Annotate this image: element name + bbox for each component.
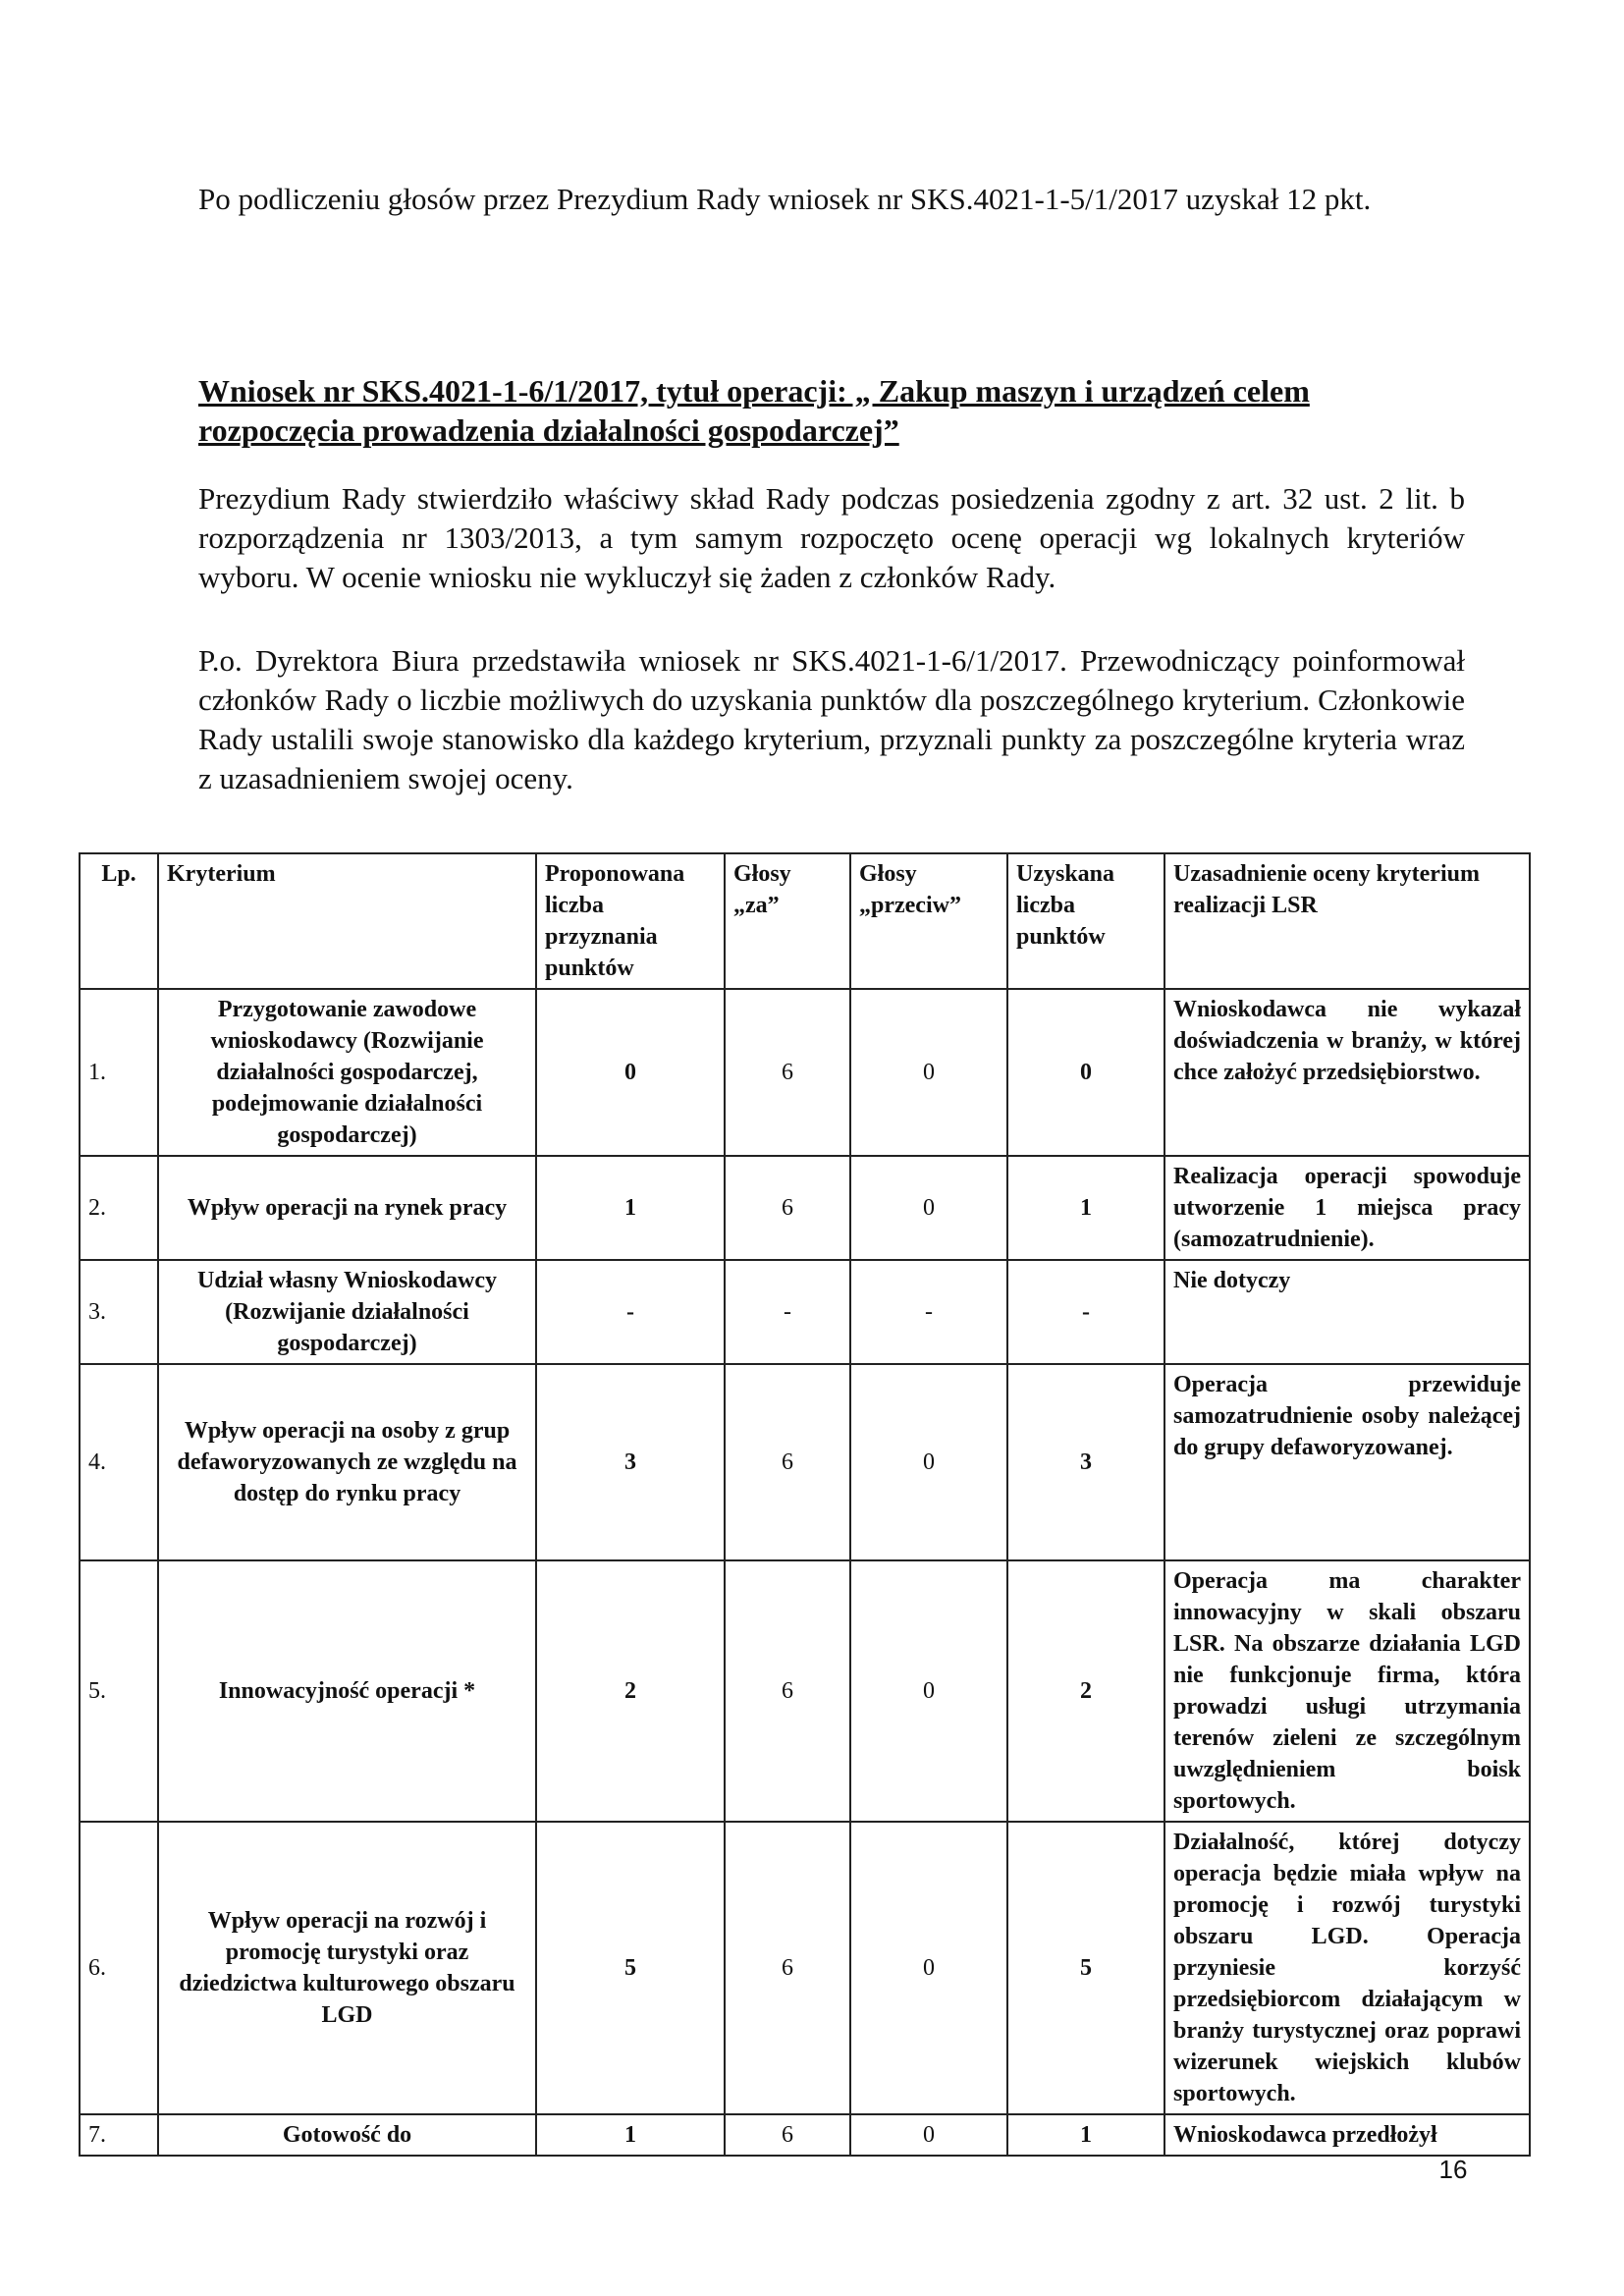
row-votes-against: 0 — [850, 1560, 1007, 1822]
row-votes-for: - — [725, 1260, 850, 1364]
row-votes-for: 6 — [725, 1822, 850, 2114]
intro-paragraph: Po podliczeniu głosów przez Prezydium Rady wniosek nr SKS.4021-1-5/1/2017 uzyskał 12 pkt. — [198, 182, 1372, 216]
header-criterion: Kryterium — [158, 853, 536, 989]
row-votes-against: 0 — [850, 1364, 1007, 1560]
row-votes-against: 0 — [850, 1156, 1007, 1260]
row-criterion: Innowacyjność operacji * — [158, 1560, 536, 1822]
row-criterion: Wpływ operacji na rozwój i promocję turystyki oraz dziedzictwa kulturowego obszaru LGD — [158, 1822, 536, 2114]
row-received: 1 — [1007, 2114, 1164, 2156]
criteria-table — [79, 852, 1531, 2157]
row-justification: Operacja przewiduje samozatrudnienie osoby należącej do grupy defaworyzowanej. — [1164, 1364, 1530, 1560]
row-justification: Operacja ma charakter innowacyjny w skali obszaru LSR. Na obszarze działania LGD nie funkcjonuje firma, która prowadzi usługi utrzymania terenów zieleni ze szczególnym uwzględnieniem boisk sportowych. — [1164, 1560, 1530, 1822]
row-votes-for: 6 — [725, 1156, 850, 1260]
presentation-paragraph: P.o. Dyrektora Biura przedstawiła wniosek nr SKS.4021-1-6/1/2017. Przewodniczący poinformował członków Rady o liczbie możliwych do uzyskania punktów dla poszczególnego kryterium. Członkowie Rady ustalili swoje stanowisko dla każdego kryterium, przyznali punkty za poszczególne kryteria wraz z uzasadnieniem swojej oceny. — [198, 643, 1465, 795]
table-row — [80, 1156, 1530, 1260]
row-received: 5 — [1007, 1822, 1164, 2114]
row-votes-for: 6 — [725, 1364, 850, 1560]
table-row — [80, 1560, 1530, 1822]
row-received: 2 — [1007, 1560, 1164, 1822]
row-justification: Wnioskodawca nie wykazał doświadczenia w branży, w której chce założyć przedsiębiorstwo. — [1164, 989, 1530, 1156]
row-lp: 7. — [80, 2114, 158, 2156]
row-votes-against: - — [850, 1260, 1007, 1364]
header-votes-for: Głosy „za” — [725, 853, 850, 989]
row-criterion: Przygotowanie zawodowe wnioskodawcy (Rozwijanie działalności gospodarczej, podejmowanie działalności gospodarczej) — [158, 989, 536, 1156]
row-lp: 5. — [80, 1560, 158, 1822]
row-votes-for: 6 — [725, 989, 850, 1156]
row-votes-against: 0 — [850, 989, 1007, 1156]
header-received: Uzyskana liczba punktów — [1007, 853, 1164, 989]
row-lp: 1. — [80, 989, 158, 1156]
row-criterion: Udział własny Wnioskodawcy (Rozwijanie działalności gospodarczej) — [158, 1260, 536, 1364]
row-lp: 6. — [80, 1822, 158, 2114]
row-justification: Działalność, której dotyczy operacja będzie miała wpływ na promocję i rozwój turystyki obszaru LGD. Operacja przyniesie korzyść przedsiębiorcom działającym w branży turystycznej oraz poprawi wizerunek wiejskich klubów sportowych. — [1164, 1822, 1530, 2114]
row-lp: 2. — [80, 1156, 158, 1260]
row-proposed: 5 — [536, 1822, 725, 2114]
row-votes-against: 0 — [850, 2114, 1007, 2156]
row-proposed: - — [536, 1260, 725, 1364]
row-votes-against: 0 — [850, 1822, 1007, 2114]
row-proposed: 3 — [536, 1364, 725, 1560]
row-proposed: 2 — [536, 1560, 725, 1822]
header-lp: Lp. — [80, 853, 158, 989]
row-received: - — [1007, 1260, 1164, 1364]
table-header-row — [80, 853, 1530, 989]
header-justification: Uzasadnienie oceny kryterium realizacji LSR — [1164, 853, 1530, 989]
row-criterion: Wpływ operacji na rynek pracy — [158, 1156, 536, 1260]
table-row — [80, 989, 1530, 1156]
header-proposed: Proponowana liczba przyznania punktów — [536, 853, 725, 989]
page-number: 16 — [1438, 2155, 1468, 2184]
composition-paragraph: Prezydium Rady stwierdziło właściwy skład Rady podczas posiedzenia zgodny z art. 32 ust. 2 lit. b rozporządzenia nr 1303/2013, a tym samym rozpoczęto ocenę operacji wg lokalnych kryteriów wyboru. W ocenie wniosku nie wykluczył się żaden z członków Rady. — [198, 481, 1465, 594]
row-criterion: Wpływ operacji na osoby z grup defaworyzowanych ze względu na dostęp do rynku pracy — [158, 1364, 536, 1560]
row-received: 1 — [1007, 1156, 1164, 1260]
row-proposed: 0 — [536, 989, 725, 1156]
table-row — [80, 1822, 1530, 2114]
row-lp: 3. — [80, 1260, 158, 1364]
row-justification: Realizacja operacji spowoduje utworzenie 1 miejsca pracy (samozatrudnienie). — [1164, 1156, 1530, 1260]
row-votes-for: 6 — [725, 2114, 850, 2156]
table-row — [80, 1260, 1530, 1364]
table-row — [80, 2114, 1530, 2156]
header-votes-against: Głosy „przeciw” — [850, 853, 1007, 989]
row-criterion: Gotowość do — [158, 2114, 536, 2156]
row-proposed: 1 — [536, 1156, 725, 1260]
row-proposed: 1 — [536, 2114, 725, 2156]
application-heading: Wniosek nr SKS.4021-1-6/1/2017, tytuł operacji: „ Zakup maszyn i urządzeń celem rozpoczęcia prowadzenia działalności gospodarczej” — [198, 373, 1310, 448]
row-received: 3 — [1007, 1364, 1164, 1560]
row-votes-for: 6 — [725, 1560, 850, 1822]
row-received: 0 — [1007, 989, 1164, 1156]
row-justification: Wnioskodawca przedłożył — [1164, 2114, 1530, 2156]
row-lp: 4. — [80, 1364, 158, 1560]
table-row — [80, 1364, 1530, 1560]
row-justification: Nie dotyczy — [1164, 1260, 1530, 1364]
